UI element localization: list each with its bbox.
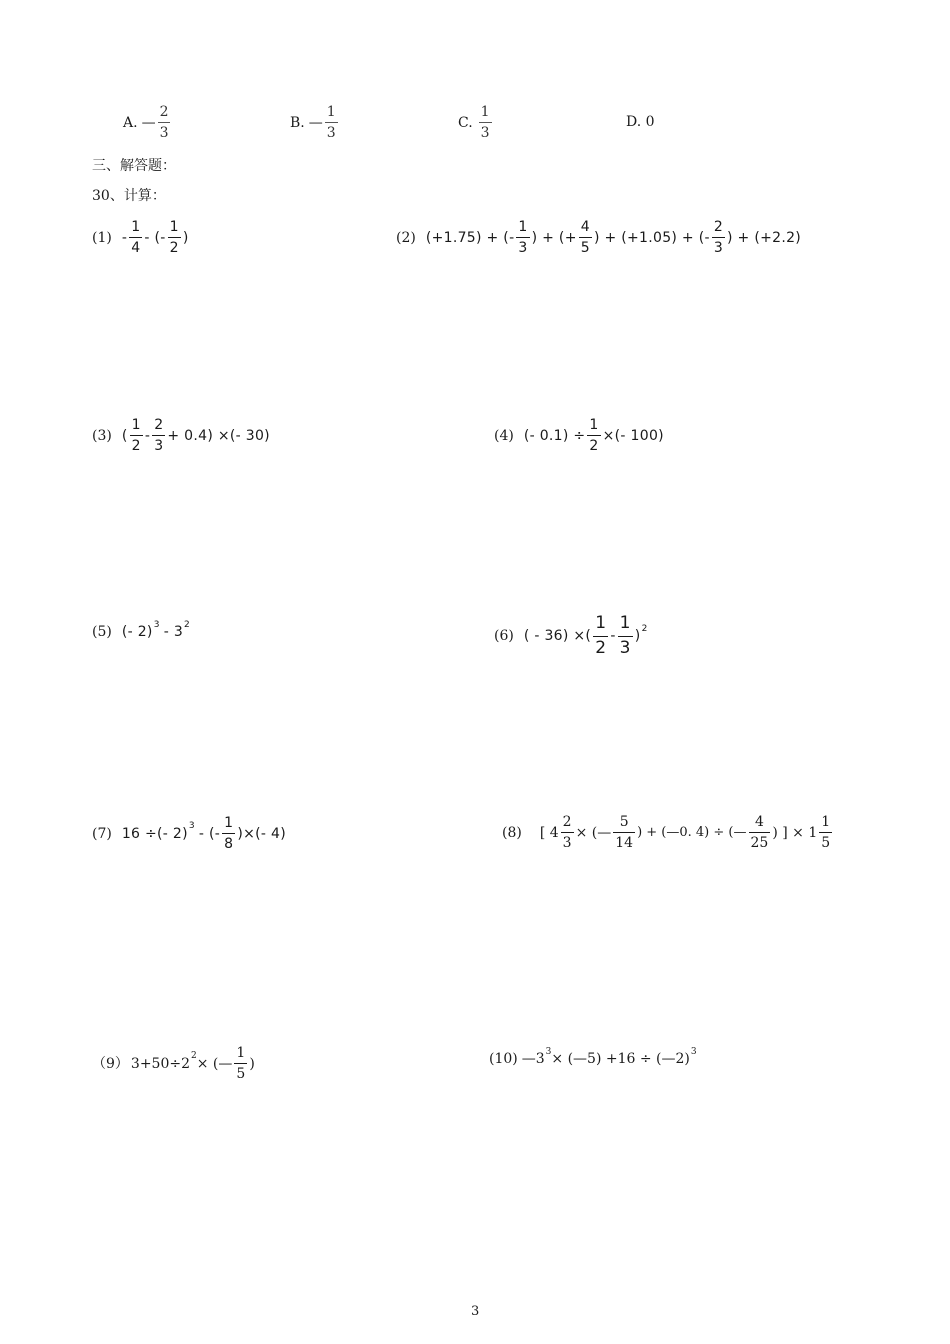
fraction: [234, 1045, 247, 1082]
exponent: 3: [690, 1046, 697, 1057]
denominator: 4: [131, 240, 141, 257]
expr-text: (- 0.1) ÷: [523, 427, 586, 444]
option-b-sign: —: [308, 114, 323, 131]
numerator: 1: [236, 1045, 246, 1061]
exponent: 3: [153, 619, 160, 630]
problem-5: [92, 619, 191, 640]
denominator: 3: [518, 240, 528, 257]
expr-text: - 3: [163, 624, 184, 640]
expr-text: × (—: [196, 1055, 233, 1072]
denominator: 3: [159, 125, 169, 142]
expr-text: ) + (+: [531, 229, 577, 246]
numerator: 1: [589, 417, 599, 433]
problem-4: [494, 417, 664, 454]
numerator: 5: [619, 814, 629, 830]
numerator: 2: [154, 417, 164, 433]
fraction: [129, 219, 142, 256]
fraction: [587, 417, 600, 454]
denominator: 3: [619, 637, 631, 658]
expr-text: - (-: [144, 229, 166, 246]
option-a-fraction: [158, 104, 171, 141]
numerator: 2: [562, 814, 572, 830]
expr-text: ) + (+2.2): [727, 229, 802, 246]
expr-text: 3+50÷2: [130, 1055, 191, 1072]
expr-text: -: [121, 229, 128, 246]
problem-label: （9）: [92, 1055, 129, 1072]
denominator: 14: [615, 835, 634, 852]
denominator: 25: [750, 835, 769, 852]
problem-label: (4): [494, 427, 514, 444]
fraction: [712, 219, 725, 256]
problem-label: (1): [92, 229, 112, 246]
fraction: [593, 614, 608, 658]
problem-10: [489, 1046, 697, 1067]
problem-9: [92, 1045, 255, 1082]
numerator: 1: [619, 613, 631, 633]
expr-text: (+1.75) + (-: [425, 229, 515, 246]
option-b-fraction: [325, 104, 338, 141]
expr-text: -: [144, 427, 151, 444]
option-a: [123, 104, 172, 141]
exponent: 2: [184, 619, 191, 630]
option-a-letter: A.: [123, 114, 138, 131]
expr-text: 16 ÷(- 2): [121, 825, 188, 842]
fraction: [516, 219, 529, 256]
expr-text: ) + (—0. 4) ÷ (—: [637, 825, 747, 841]
exponent: 2: [641, 623, 648, 634]
expr-text: × (—5) +16 ÷ (—2): [551, 1051, 690, 1067]
denominator: 3: [562, 835, 572, 852]
denominator: 5: [236, 1066, 246, 1083]
numerator: 1: [518, 219, 528, 235]
numerator: 1: [326, 104, 336, 120]
expr-text: (- 2): [121, 624, 153, 640]
fraction: [222, 815, 235, 852]
denominator: 2: [131, 438, 141, 455]
fraction: [130, 417, 143, 454]
expr-text: —3: [521, 1051, 545, 1067]
fraction: [168, 219, 181, 256]
fraction: [749, 814, 771, 851]
problem-label: (8): [502, 824, 522, 841]
problem-label: (6): [494, 628, 514, 645]
expr-text: [ 4: [539, 824, 559, 841]
fraction: [561, 814, 574, 851]
numerator: 2: [159, 104, 169, 120]
question-title: 30、计算：: [92, 188, 166, 204]
expr-text: )×(- 4): [237, 825, 286, 842]
numerator: 1: [224, 815, 234, 831]
expr-text: ( - 36) ×(: [523, 628, 592, 645]
expr-text: ) ] × 1: [772, 824, 818, 841]
exponent: 3: [188, 821, 195, 832]
option-b: [290, 104, 340, 141]
problem-2: [396, 219, 801, 256]
denominator: 2: [589, 438, 599, 455]
page-number: 3: [471, 1304, 480, 1319]
numerator: 1: [595, 613, 607, 633]
denominator: 5: [821, 835, 831, 852]
fraction: [152, 417, 165, 454]
option-c: [458, 104, 494, 141]
fraction: [579, 219, 592, 256]
expr-text: ) + (+1.05) + (-: [593, 229, 710, 246]
denominator: 3: [326, 125, 336, 142]
expr-text: ): [634, 628, 641, 645]
denominator: 8: [224, 836, 234, 853]
numerator: 1: [169, 219, 179, 235]
option-c-letter: C.: [458, 114, 473, 131]
numerator: 1: [131, 417, 141, 433]
numerator: 1: [131, 219, 141, 235]
problem-label: (5): [92, 624, 112, 640]
exponent: 3: [545, 1046, 552, 1057]
problem-label: (10): [489, 1051, 518, 1067]
numerator: 1: [821, 814, 831, 830]
denominator: 5: [580, 240, 590, 257]
problem-label: (3): [92, 427, 112, 444]
expr-text: (: [121, 427, 128, 444]
problem-8: [502, 814, 834, 851]
expr-text: ): [249, 1055, 255, 1072]
expr-text: + 0.4) ×(- 30): [167, 427, 270, 444]
expr-text: -: [610, 628, 616, 645]
expr-text: ): [182, 229, 189, 246]
fraction: [618, 614, 633, 658]
option-c-fraction: [479, 104, 492, 141]
fraction: [613, 814, 635, 851]
option-a-sign: —: [141, 114, 156, 131]
numerator: 2: [713, 219, 724, 235]
expr-text: - (-: [198, 825, 221, 842]
option-d: D. 0: [626, 114, 655, 130]
section-heading: 三、解答题：: [92, 158, 176, 174]
expr-text: ×(- 100): [602, 427, 664, 444]
denominator: 2: [169, 240, 179, 257]
denominator: 3: [154, 438, 164, 455]
numerator: 4: [580, 219, 590, 235]
numerator: 1: [480, 104, 490, 120]
fraction: [819, 814, 832, 851]
numerator: 4: [754, 814, 764, 830]
problem-7: [92, 815, 286, 852]
denominator: 2: [595, 637, 607, 658]
problem-6: [494, 614, 648, 658]
problem-label: (7): [92, 825, 112, 842]
problem-3: [92, 417, 270, 454]
denominator: 3: [713, 240, 724, 257]
exponent: 2: [191, 1051, 197, 1062]
expr-text: × (—: [575, 824, 612, 841]
option-b-letter: B.: [290, 114, 305, 131]
problem-1: [92, 219, 189, 256]
denominator: 3: [480, 125, 490, 142]
problem-label: (2): [396, 229, 416, 246]
